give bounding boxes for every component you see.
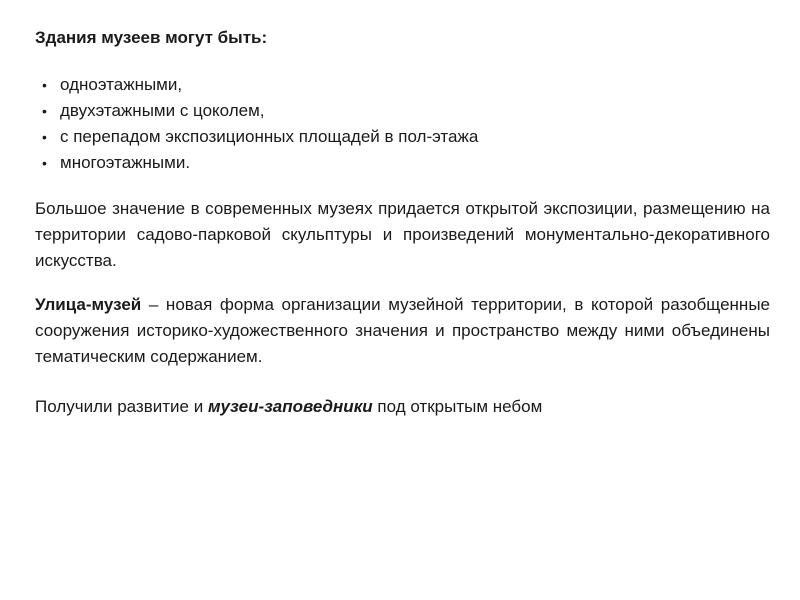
bullet-text-two-storey: двухэтажными с цоколем,: [60, 101, 265, 120]
bullet-icon: •: [42, 103, 47, 119]
paragraph-street-museum: [35, 292, 770, 370]
bullet-text-split-level: с перепадом экспозиционных площадей в пол-этажа: [60, 127, 479, 146]
term-reserve-museums: музеи-заповедники: [207, 397, 373, 416]
list-item: [35, 72, 770, 98]
paragraph-street-museum-text: – новая форма организации музейной территории, в которой разобщенные сооружения историко-художественного значения и пространство между ними объединены тематическим содержанием.: [35, 295, 770, 366]
paragraph-reserve-museums: [35, 394, 770, 420]
bullet-icon: •: [42, 129, 47, 145]
paragraph-open-exposition: Большое значение в современных музеях придается открытой экспозиции, размещению на территории садово-парковой скульптуры и произведений монументально-декоративного искусства.: [35, 199, 770, 270]
list-item: [35, 98, 770, 124]
list-item: [35, 150, 770, 176]
slide-title: Здания музеев могут быть:: [35, 28, 268, 47]
paragraph-reserve-start: Получили развитие и: [35, 397, 208, 416]
bullet-list: [35, 72, 770, 176]
list-item: [35, 124, 770, 150]
bullet-text-multi-storey: многоэтажными.: [60, 153, 191, 172]
term-street-museum: Улица-музей: [35, 295, 142, 314]
bullet-icon: •: [42, 155, 47, 171]
bullet-icon: •: [42, 77, 47, 93]
paragraph-reserve-end: под открытым небом: [372, 397, 543, 416]
bullet-text-one-storey: одноэтажными,: [60, 75, 183, 94]
